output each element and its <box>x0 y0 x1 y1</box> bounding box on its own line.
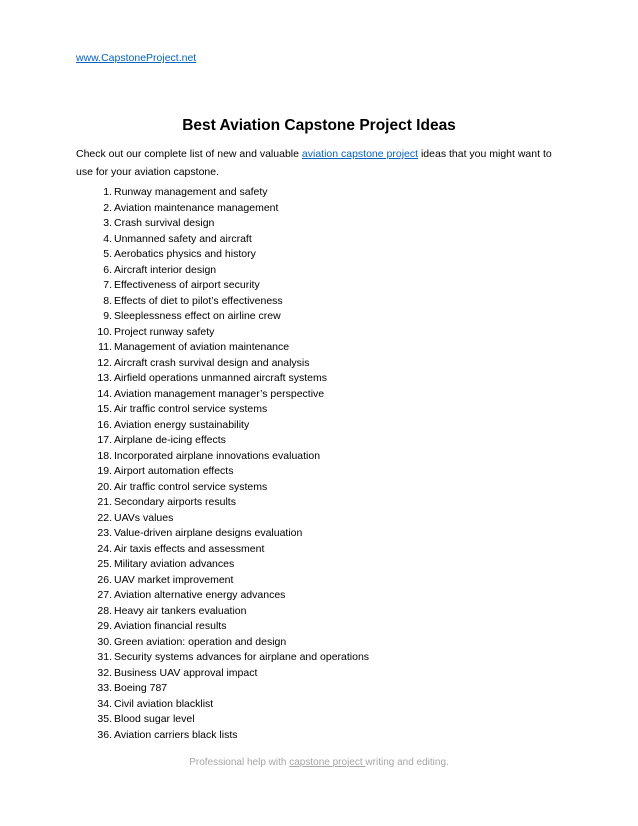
intro-paragraph <box>76 145 566 181</box>
list-item-text: Crash survival design <box>114 217 215 229</box>
list-item <box>76 526 369 542</box>
list-item <box>76 728 369 744</box>
list-item-number: 28. <box>97 604 112 617</box>
list-item-text: Security systems advances for airplane and operations <box>114 651 370 663</box>
list-item-text: Boeing 787 <box>114 682 168 694</box>
list-item <box>76 588 369 604</box>
list-item-text: Aviation energy sustainability <box>114 418 250 431</box>
list-item-number: 13. <box>97 372 112 384</box>
list-item <box>76 681 369 697</box>
list-item-number: 33. <box>97 682 112 694</box>
list-item-text: Sleeplessness effect on airline crew <box>114 310 281 322</box>
list-item-number: 17. <box>97 434 112 446</box>
list-item <box>76 449 369 465</box>
site-link[interactable]: www.CapstoneProject.net <box>76 52 197 64</box>
list-item <box>76 604 369 620</box>
list-item-number: 31. <box>97 651 112 663</box>
list-item <box>76 232 369 248</box>
list-item <box>76 185 369 201</box>
list-item-text: Airplane de-icing effects <box>114 434 226 446</box>
list-item <box>76 697 369 713</box>
list-item <box>76 542 369 558</box>
list-item-number: 19. <box>97 465 112 477</box>
list-item-text: Aviation management manager’s perspective <box>114 387 325 400</box>
document-title: Best Aviation Capstone Project Ideas <box>182 117 456 134</box>
list-item <box>76 356 369 372</box>
list-item-text: Business UAV approval impact <box>114 666 258 679</box>
list-item-number: 18. <box>97 449 112 462</box>
list-item <box>76 480 369 496</box>
list-item-number: 3. <box>103 217 112 229</box>
list-item-number: 1. <box>103 186 112 198</box>
list-item-number: 36. <box>97 728 112 741</box>
list-item-number: 6. <box>103 263 112 276</box>
list-item-number: 11. <box>98 341 112 353</box>
list-item <box>76 619 369 635</box>
list-item-number: 12. <box>97 356 112 369</box>
list-item-text: Aviation alternative energy advances <box>114 589 286 601</box>
list-item-text: Air traffic control service systems <box>114 480 268 493</box>
list-item <box>76 666 369 682</box>
list-item <box>76 650 369 666</box>
footer-text-before: Professional help with <box>189 757 290 768</box>
list-item-text: Runway management and safety <box>114 186 268 198</box>
list-item-number: 34. <box>97 697 112 710</box>
list-item-number: 24. <box>97 542 112 555</box>
list-item <box>76 511 369 527</box>
intro-text-before: Check out our complete list of new and valuable <box>76 148 302 160</box>
list-item-text: Value-driven airplane designs evaluation <box>114 527 303 539</box>
list-item <box>76 418 369 434</box>
list-item-text: Aviation financial results <box>114 620 227 632</box>
list-item-number: 26. <box>97 573 112 586</box>
list-item-number: 22. <box>97 511 112 524</box>
list-item <box>76 278 369 294</box>
list-item-number: 7. <box>103 279 112 291</box>
list-item <box>76 387 369 403</box>
list-item-number: 29. <box>97 620 112 632</box>
list-item-number: 20. <box>97 480 112 493</box>
list-item <box>76 340 369 356</box>
list-item-number: 30. <box>97 635 112 648</box>
list-item <box>76 325 369 341</box>
list-item-text: Airfield operations unmanned aircraft systems <box>114 372 328 384</box>
list-item-text: Civil aviation blacklist <box>114 697 214 710</box>
list-item-number: 8. <box>103 294 112 307</box>
list-item-number: 5. <box>103 248 112 260</box>
list-item-text: Aviation maintenance management <box>114 201 279 214</box>
list-item <box>76 201 369 217</box>
capstone-project-link[interactable]: capstone project <box>289 757 366 768</box>
list-item <box>76 433 369 449</box>
list-item-number: 32. <box>97 666 112 679</box>
list-item-text: UAVs values <box>114 511 174 524</box>
list-item <box>76 557 369 573</box>
list-item-text: Project runway safety <box>114 325 215 338</box>
list-item-text: Air traffic control service systems <box>114 403 268 415</box>
list-item-number: 35. <box>97 713 112 725</box>
ideas-list <box>76 185 369 743</box>
list-item <box>76 402 369 418</box>
list-item-text: Military aviation advances <box>114 558 235 570</box>
list-item-text: Effectiveness of airport security <box>114 279 260 291</box>
list-item-text: Blood sugar level <box>114 713 195 725</box>
list-item-number: 10. <box>97 325 112 338</box>
list-item-number: 25. <box>97 558 112 570</box>
list-item-text: Airport automation effects <box>114 465 234 477</box>
footer-text-after: writing and editing. <box>365 757 449 768</box>
list-item <box>76 712 369 728</box>
list-item-number: 27. <box>97 589 112 601</box>
list-item <box>76 247 369 263</box>
list-item-text: Aviation carriers black lists <box>114 728 238 741</box>
list-item-text: Heavy air tankers evaluation <box>114 604 247 617</box>
list-item-text: Aircraft crash survival design and analysis <box>114 356 310 369</box>
list-item <box>76 294 369 310</box>
list-item-text: Effects of diet to pilot’s effectiveness <box>114 294 283 307</box>
list-item <box>76 216 369 232</box>
list-item-text: Unmanned safety and aircraft <box>114 232 252 245</box>
list-item-text: Incorporated airplane innovations evaluation <box>114 449 321 462</box>
list-item-text: Aerobatics physics and history <box>114 248 256 260</box>
list-item-text: Secondary airports results <box>114 496 236 508</box>
list-item-number: 15. <box>97 403 112 415</box>
list-item <box>76 309 369 325</box>
list-item-number: 16. <box>97 418 112 431</box>
list-item-number: 23. <box>97 527 112 539</box>
list-item-number: 9. <box>103 310 112 322</box>
list-item-text: Green aviation: operation and design <box>114 635 287 648</box>
list-item <box>76 573 369 589</box>
list-item-number: 2. <box>103 201 112 214</box>
list-item-number: 4. <box>103 232 112 245</box>
list-item-text: Management of aviation maintenance <box>114 341 290 353</box>
list-item <box>76 635 369 651</box>
list-item-text: UAV market improvement <box>114 573 234 586</box>
list-item <box>76 263 369 279</box>
list-item <box>76 495 369 511</box>
list-item-number: 14. <box>97 387 112 400</box>
aviation-capstone-link[interactable]: aviation capstone project <box>301 148 419 160</box>
list-item-number: 21. <box>97 496 112 508</box>
list-item <box>76 464 369 480</box>
list-item-text: Aircraft interior design <box>114 263 217 276</box>
intro-text-after: ideas that you might want to use for your aviation capstone. <box>76 148 552 178</box>
list-item-text: Air taxis effects and assessment <box>114 542 265 555</box>
footer <box>0 757 638 768</box>
list-item <box>76 371 369 387</box>
